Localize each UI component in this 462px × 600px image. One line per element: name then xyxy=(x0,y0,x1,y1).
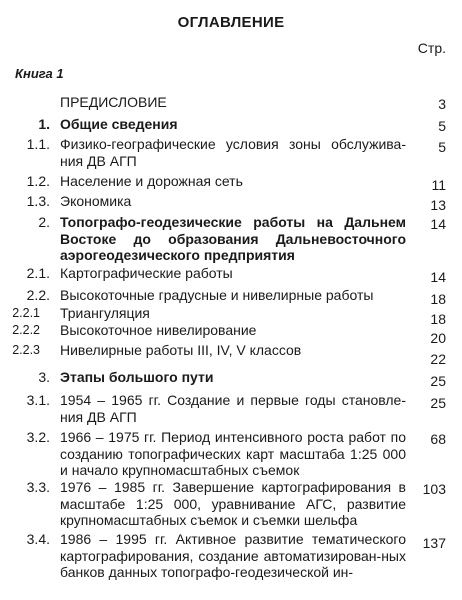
entry-page: 103 xyxy=(422,481,446,497)
entry-number: 1.1. xyxy=(26,136,50,152)
entry-number: 1. xyxy=(38,116,50,132)
entry-title: Высокоточное нивелирование xyxy=(60,322,257,338)
entry-title: Триангуляция xyxy=(60,305,150,321)
entry-title: Экономика xyxy=(60,193,132,209)
page-column-header: Стр. xyxy=(417,40,446,56)
entry-page: 68 xyxy=(430,431,446,447)
entry-number: 2. xyxy=(38,214,50,230)
entry-number: 3. xyxy=(38,369,50,385)
entry-title: ПРЕДИСЛОВИЕ xyxy=(60,94,167,110)
entry-number: 2.2.1 xyxy=(12,306,40,320)
entry-number: 3.2. xyxy=(26,429,50,445)
entry-title: 1954 – 1965 гг. Создание и первые годы становле-ния ДВ АГП xyxy=(60,392,406,425)
entry-page: 20 xyxy=(430,330,446,346)
entry-page: 18 xyxy=(430,311,446,327)
entry-title: Нивелирные работы III, IV, V классов xyxy=(60,342,302,358)
entry-page: 5 xyxy=(438,139,446,155)
entry-page: 13 xyxy=(430,197,446,213)
entry-number: 2.2.3 xyxy=(12,343,40,357)
entry-page: 3 xyxy=(438,96,446,112)
entry-number: 2.1. xyxy=(26,265,50,281)
entry-page: 14 xyxy=(430,269,446,285)
entry-page: 14 xyxy=(430,216,446,232)
entry-title: Топографо-геодезические работы на Дальнем Востоке до образования Дальневосточного аэрогеодезического предприятия xyxy=(60,214,406,263)
entry-title: Физико-географические условия зоны обслужива-ния ДВ АГП xyxy=(60,136,406,169)
toc-title: ОГЛАВЛЕНИЕ xyxy=(177,14,285,31)
entry-title: Картографические работы xyxy=(60,265,233,281)
entry-number: 3.4. xyxy=(26,531,50,547)
entry-title: Общие сведения xyxy=(60,116,178,132)
entry-page: 18 xyxy=(430,291,446,307)
entry-title: Этапы большого пути xyxy=(60,369,214,385)
entry-title: 1976 – 1985 гг. Завершение картографирования в масштабе 1:25 000, уравнивание АГС, развитие крупномасштабных съемок и съемки шельфа xyxy=(60,479,406,528)
entry-number: 3.3. xyxy=(26,479,50,495)
entry-title: Высокоточные градусные и нивелирные работы xyxy=(60,287,374,303)
entry-page: 25 xyxy=(430,373,446,389)
entry-page: 11 xyxy=(431,177,446,193)
entry-page: 137 xyxy=(422,535,446,551)
entry-number: 3.1. xyxy=(26,392,50,408)
entry-number: 1.3. xyxy=(26,193,50,209)
entry-title: Население и дорожная сеть xyxy=(60,173,243,189)
entry-number: 1.2. xyxy=(26,173,50,189)
book-label: Книга 1 xyxy=(15,66,64,81)
entry-page: 22 xyxy=(430,351,446,367)
entry-title: 1966 – 1975 гг. Период интенсивного роста работ по созданию топографических карт масштаба 1:25 000 и начало крупномасштабных съемок xyxy=(60,429,406,478)
entry-number: 2.2.2 xyxy=(12,323,40,337)
entry-page: 5 xyxy=(438,118,446,134)
entry-title: 1986 – 1995 гг. Активное развитие тематического картографирования, создание автоматизирован-ных банков данных топографо-геодезической ин- xyxy=(60,531,406,580)
entry-number: 2.2. xyxy=(26,287,50,303)
entry-page: 25 xyxy=(430,395,446,411)
